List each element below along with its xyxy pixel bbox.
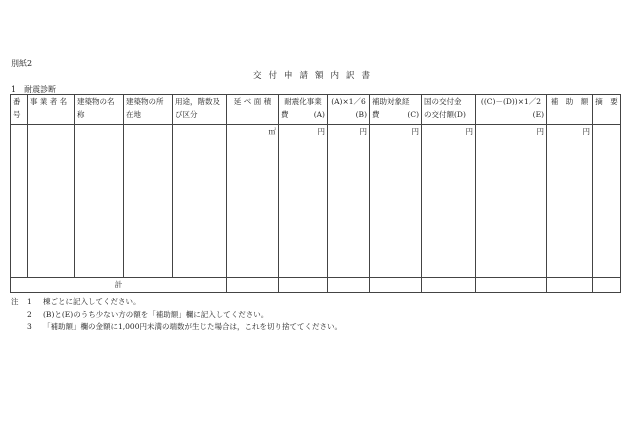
note-item: 注 1 棟ごとに記入してください。 [11, 296, 342, 309]
col-subsidy-amount: 補 助 額 [547, 95, 593, 125]
notes-prefix: 注 [11, 297, 19, 306]
col-use-floors: 用途，階数及 び区分 [173, 95, 227, 125]
cell-number[interactable] [11, 125, 28, 278]
col-operator-name: 事 業 者 名 [28, 95, 75, 125]
note-item: 2 (B)と(E)のうち少ない方の額を「補助額」欄に記入してください。 [27, 309, 269, 319]
total-a-sixth[interactable] [328, 278, 370, 293]
col-a-sixth: (A)×1／6 (B) [328, 95, 370, 125]
col-c-minus-d-half: ((C)－(D))×1／2 (E) [476, 95, 547, 125]
col-project-cost: 耐震化事業 費 (A) [279, 95, 328, 125]
cell-subsidy-amount[interactable] [547, 125, 593, 278]
unit-yen: 円 [465, 127, 473, 136]
col-national-grant: 国の交付金 の交付額(D) [422, 95, 476, 125]
col-eligible-cost: 補助対象経 費 (C) [370, 95, 422, 125]
cell-use-floors[interactable] [173, 125, 227, 278]
breakdown-table [10, 94, 621, 293]
cell-eligible-cost[interactable] [370, 125, 422, 278]
total-floor-area[interactable] [227, 278, 279, 293]
unit-yen: 円 [536, 127, 544, 136]
unit-yen: 円 [317, 127, 325, 136]
notes-block [11, 296, 342, 334]
cell-building-name[interactable] [75, 125, 124, 278]
total-subsidy-amount[interactable] [547, 278, 593, 293]
unit-yen: 円 [359, 127, 367, 136]
col-floor-area: 延 べ 面 積 [227, 95, 279, 125]
total-project-cost[interactable] [279, 278, 328, 293]
col-remarks: 摘 要 [593, 95, 621, 125]
total-national-grant[interactable] [422, 278, 476, 293]
total-eligible-cost[interactable] [370, 278, 422, 293]
unit-yen: 円 [582, 127, 590, 136]
section-heading: 1 耐震診断 [11, 85, 57, 94]
entry-row [11, 125, 621, 278]
cell-national-grant[interactable] [422, 125, 476, 278]
header-row [11, 95, 621, 125]
cell-project-cost[interactable] [279, 125, 328, 278]
unit-sqm: ㎡ [268, 127, 276, 136]
col-building-address: 建築物の所 在地 [124, 95, 173, 125]
cell-building-address[interactable] [124, 125, 173, 278]
unit-yen: 円 [411, 127, 419, 136]
cell-a-sixth[interactable] [328, 125, 370, 278]
cell-remarks[interactable] [593, 125, 621, 278]
total-remarks[interactable] [593, 278, 621, 293]
total-label: 計 [11, 278, 227, 293]
col-number: 番 号 [11, 95, 28, 125]
cell-floor-area[interactable] [227, 125, 279, 278]
cell-operator-name[interactable] [28, 125, 75, 278]
col-building-name: 建築物の名 称 [75, 95, 124, 125]
document-title: 交付申請額内訳書 [252, 71, 377, 81]
document-label: 別紙2 [11, 59, 33, 68]
cell-c-minus-d-half[interactable] [476, 125, 547, 278]
total-c-minus-d-half[interactable] [476, 278, 547, 293]
total-row [11, 278, 621, 293]
note-item: 3 「補助額」欄の金額に1,000円未満の端数が生じた場合は，これを切り捨ててください。 [27, 322, 342, 331]
